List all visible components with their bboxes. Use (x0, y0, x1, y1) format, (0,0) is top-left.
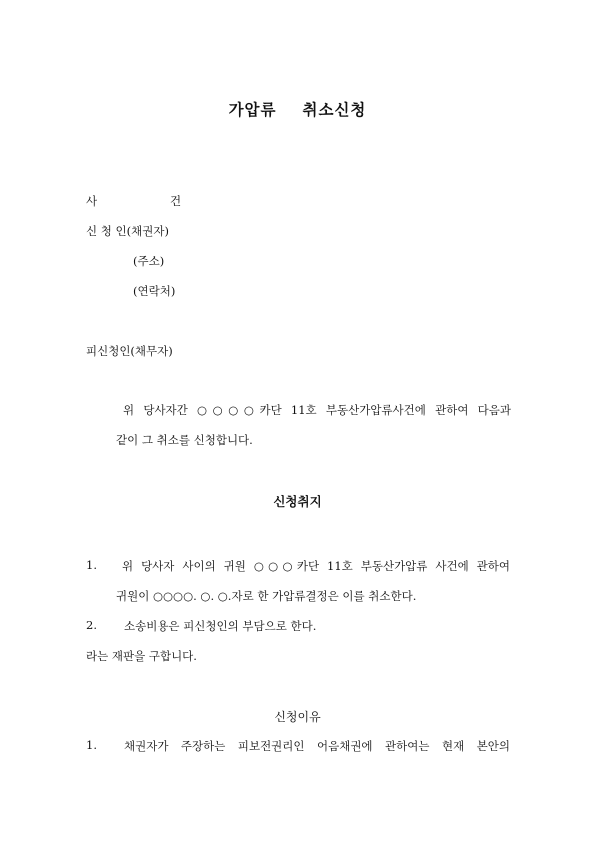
contact-label: (연락처) (133, 284, 176, 298)
reason-heading: 신청이유 (274, 710, 321, 724)
purpose-item-1-line-1-text: 위 당사자 사이의 귀원 ○○○카단 11호 부동산가압류 사건에 관하여 (122, 559, 510, 573)
title-part-2: 취소신청 (302, 100, 367, 119)
purpose-item-1-line-2: 귀원이 ○○○○. ○. ○.자로 한 가압류결정은 이를 취소한다. (116, 589, 417, 603)
title-part-1: 가압류 (228, 100, 277, 119)
closing-text: 라는 재판을 구합니다. (86, 649, 197, 663)
reason-item-1-line-1-text: 채권자가 주장하는 피보전권리인 어음채권에 관하여는 현재 본안의 (124, 739, 510, 753)
intro-line-1-text: 위 당사자간 ○○○○카단 11호 부동산가압류사건에 관하여 다음과 (123, 403, 511, 417)
purpose-item-2-number: 2. (86, 618, 97, 632)
case-label-char-2: 건 (170, 194, 182, 208)
intro-line-1 (123, 402, 511, 418)
reason-item-1-number: 1. (86, 738, 97, 752)
purpose-item-1-line-1 (122, 558, 510, 574)
purpose-heading: 신청취지 (273, 494, 322, 509)
document-title (0, 98, 595, 120)
intro-line-2: 같이 그 취소를 신청합니다. (116, 433, 253, 447)
applicant-label: 신 청 인(채권자) (86, 224, 169, 238)
respondent-label: 피신청인(채무자) (86, 344, 173, 358)
address-label: (주소) (133, 254, 165, 268)
purpose-item-1-number: 1. (86, 558, 97, 572)
reason-item-1-line-1 (124, 738, 510, 754)
purpose-item-2-line-1: 소송비용은 피신청인의 부담으로 한다. (124, 619, 317, 633)
case-label-char-1: 사 (86, 194, 98, 208)
